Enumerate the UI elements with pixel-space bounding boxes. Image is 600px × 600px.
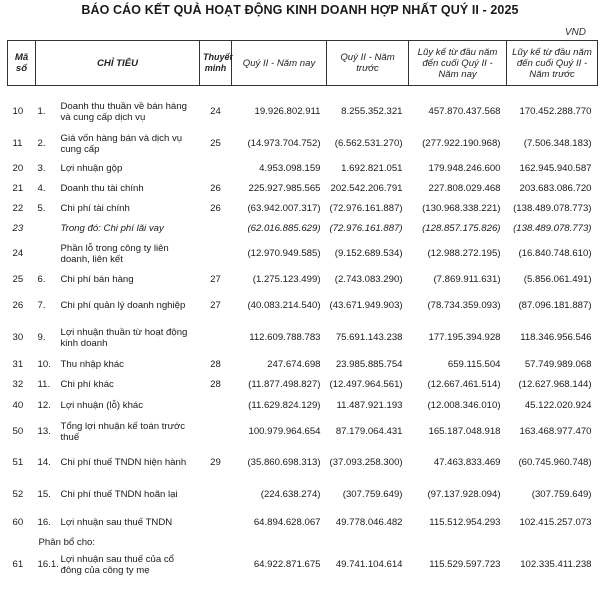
header-code: Mã số bbox=[8, 41, 36, 86]
row-q2-last-year: 8.255.352.321 bbox=[341, 106, 403, 118]
table-row bbox=[8, 355, 598, 375]
row-note: 27 bbox=[210, 274, 221, 286]
report-title: BÁO CÁO KẾT QUẢ HOẠT ĐỘNG KINH DOANH HỢP NHẤT QUÝ II - 2025 bbox=[81, 3, 519, 17]
row-q2-last-year: 87.179.064.431 bbox=[335, 426, 403, 438]
row-note: 27 bbox=[210, 300, 221, 312]
table-row bbox=[8, 159, 598, 179]
row-ytd-this-year: (277.922.190.968) bbox=[422, 138, 501, 150]
row-number: 16. bbox=[37, 517, 51, 529]
allocation-q2-last-year: 49.741.104.614 bbox=[335, 559, 403, 571]
row-code: 11 bbox=[12, 138, 23, 150]
row-q2-last-year: 11.487.921.193 bbox=[336, 400, 403, 412]
row-item-name: Chi phí tài chính bbox=[60, 203, 130, 215]
row-number: 15. bbox=[37, 489, 51, 501]
row-q2-last-year: 49.778.046.482 bbox=[335, 517, 403, 529]
row-item-name: Doanh thu thuần về bán hàng và cung cấp dịch vụ bbox=[60, 100, 187, 123]
row-note: 26 bbox=[210, 203, 221, 215]
row-item-name: Lợi nhuận gộp bbox=[60, 163, 123, 175]
row-number: 12. bbox=[37, 400, 51, 412]
row-code: 51 bbox=[12, 457, 24, 469]
row-ytd-last-year: (138.489.078.773) bbox=[513, 203, 592, 215]
table-row bbox=[8, 239, 598, 269]
header-note: Thuyết minh bbox=[200, 41, 232, 86]
row-ytd-last-year: 203.683.086.720 bbox=[519, 183, 592, 195]
table-row bbox=[8, 479, 598, 511]
allocation-code: 61 bbox=[12, 559, 24, 571]
row-q2-this-year: (11.629.824.129) bbox=[248, 400, 321, 412]
header-q2-this-year: Quý II - Năm nay bbox=[232, 41, 327, 86]
table-row bbox=[8, 129, 598, 159]
row-note bbox=[200, 511, 232, 535]
row-note: 26 bbox=[210, 183, 221, 195]
allocation-row bbox=[8, 551, 598, 579]
row-q2-this-year: (1.275.123.499) bbox=[252, 274, 321, 286]
table-header-row bbox=[8, 41, 598, 86]
row-note: 24 bbox=[210, 106, 221, 118]
row-item-name: Chi phí thuế TNDN hiện hành bbox=[60, 457, 187, 469]
row-number bbox=[36, 219, 58, 239]
table-row bbox=[8, 321, 598, 355]
row-item-name: Phần lỗ trong công ty liên doanh, liên kết bbox=[60, 242, 169, 265]
row-q2-this-year: (40.083.214.540) bbox=[247, 300, 321, 312]
row-ytd-this-year: 177.195.394.928 bbox=[428, 332, 501, 344]
row-code: 22 bbox=[12, 203, 24, 215]
row-item-name: Doanh thu tài chính bbox=[60, 183, 144, 195]
row-q2-this-year: (12.970.949.585) bbox=[247, 248, 321, 260]
row-ytd-this-year: (97.137.928.094) bbox=[427, 489, 501, 501]
allocation-item-name: Lợi nhuận sau thuế của cổ đông của công ty mẹ bbox=[60, 553, 175, 576]
row-note: 28 bbox=[210, 359, 221, 371]
row-q2-this-year: 64.894.628.067 bbox=[253, 517, 321, 529]
row-note bbox=[200, 239, 232, 269]
row-code: 40 bbox=[12, 400, 24, 412]
allocation-ytd-this-year: 115.529.597.723 bbox=[429, 559, 501, 571]
table-row bbox=[8, 417, 598, 447]
row-item-name: Chi phí bán hàng bbox=[60, 274, 134, 286]
allocation-label: Phân bổ cho: bbox=[38, 537, 96, 549]
row-item-name: Chi phí thuế TNDN hoãn lại bbox=[60, 489, 178, 501]
row-code: 60 bbox=[12, 517, 24, 529]
row-ytd-this-year: (130.968.338.221) bbox=[422, 203, 501, 215]
row-note bbox=[200, 219, 232, 239]
row-code: 25 bbox=[12, 274, 24, 286]
row-code: 24 bbox=[12, 248, 24, 260]
row-number: 14. bbox=[37, 457, 51, 469]
row-code: 23 bbox=[12, 223, 24, 235]
row-q2-this-year: (224.638.274) bbox=[260, 489, 321, 501]
row-code: 10 bbox=[12, 106, 24, 118]
row-q2-last-year: 202.542.206.791 bbox=[330, 183, 403, 195]
row-ytd-this-year: 227.808.029.468 bbox=[428, 183, 501, 195]
row-q2-last-year: (2.743.083.290) bbox=[334, 274, 403, 286]
row-ytd-this-year: (78.734.359.093) bbox=[427, 300, 501, 312]
row-ytd-last-year: 163.468.977.470 bbox=[519, 426, 592, 438]
row-item-name: Trong đó: Chi phí lãi vay bbox=[60, 223, 164, 235]
row-ytd-this-year: 659.115.504 bbox=[447, 359, 501, 371]
row-item-name: Tổng lợi nhuận kế toán trước thuế bbox=[60, 420, 186, 443]
row-number: 4. bbox=[37, 183, 46, 195]
row-number: 2. bbox=[37, 138, 46, 150]
row-ytd-last-year: (138.489.078.773) bbox=[513, 223, 592, 235]
row-number: 7. bbox=[37, 300, 46, 312]
row-code: 31 bbox=[12, 359, 24, 371]
allocation-label-row bbox=[8, 535, 598, 551]
row-ytd-last-year: 102.415.257.073 bbox=[519, 517, 592, 529]
row-q2-last-year: (37.093.258.300) bbox=[329, 457, 403, 469]
table-row bbox=[8, 179, 598, 199]
row-ytd-this-year: (7.869.911.631) bbox=[433, 274, 501, 286]
row-note bbox=[200, 395, 232, 417]
row-number: 1. bbox=[37, 106, 46, 118]
allocation-ytd-last-year: 102.335.411.238 bbox=[520, 559, 592, 571]
row-number: 9. bbox=[37, 332, 46, 344]
row-item-name: Thu nhập khác bbox=[60, 359, 124, 371]
row-q2-last-year: (72.976.161.887) bbox=[329, 223, 403, 235]
row-code: 32 bbox=[12, 379, 24, 391]
table-row bbox=[8, 395, 598, 417]
row-code: 20 bbox=[12, 163, 24, 175]
row-code: 50 bbox=[12, 426, 24, 438]
row-item-name: Lợi nhuận (lỗ) khác bbox=[60, 400, 144, 412]
row-ytd-this-year: 165.187.048.918 bbox=[428, 426, 501, 438]
row-ytd-last-year: 118.346.956.546 bbox=[520, 332, 592, 344]
row-number: 5. bbox=[37, 203, 46, 215]
row-q2-this-year: 112.609.788.783 bbox=[249, 332, 321, 344]
row-number: 11. bbox=[37, 379, 51, 391]
table-row bbox=[8, 447, 598, 479]
row-ytd-last-year: 162.945.940.587 bbox=[519, 163, 592, 175]
row-note: 29 bbox=[210, 457, 221, 469]
row-q2-last-year: (72.976.161.887) bbox=[329, 203, 403, 215]
row-ytd-this-year: 457.870.437.568 bbox=[428, 106, 501, 118]
row-code: 52 bbox=[12, 489, 24, 501]
row-q2-this-year: 4.953.098.159 bbox=[259, 163, 321, 175]
row-ytd-last-year: (307.759.649) bbox=[531, 489, 592, 501]
row-number: 6. bbox=[37, 274, 46, 286]
header-ytd-this-year: Lũy kế từ đầu năm đến cuối Quý II - Năm nay bbox=[409, 41, 507, 86]
row-q2-this-year: (63.942.007.317) bbox=[247, 203, 321, 215]
row-item-name: Lợi nhuận thuần từ hoạt động kinh doanh bbox=[60, 326, 188, 349]
row-ytd-last-year: 170.452.288.770 bbox=[519, 106, 592, 118]
row-q2-this-year: 247.674.698 bbox=[267, 359, 321, 371]
row-ytd-this-year: 115.512.954.293 bbox=[429, 517, 501, 529]
row-item-name: Giá vốn hàng bán và dịch vụ cung cấp bbox=[60, 132, 183, 155]
currency-unit: VND bbox=[564, 27, 586, 38]
row-code: 30 bbox=[12, 332, 24, 344]
row-ytd-last-year: (7.506.348.183) bbox=[523, 138, 592, 150]
allocation-code-empty bbox=[8, 535, 36, 551]
row-ytd-last-year: (5.856.061.491) bbox=[523, 274, 592, 286]
row-note bbox=[200, 479, 232, 511]
row-ytd-this-year: (12.988.272.195) bbox=[427, 248, 501, 260]
row-ytd-last-year: (12.627.968.144) bbox=[518, 379, 592, 391]
row-ytd-last-year: (60.745.960.748) bbox=[518, 457, 592, 469]
row-q2-this-year: 100.979.964.654 bbox=[248, 426, 321, 438]
row-q2-this-year: (14.973.704.752) bbox=[247, 138, 321, 150]
row-note: 28 bbox=[210, 379, 221, 391]
row-note bbox=[200, 159, 232, 179]
row-q2-this-year: 225.927.985.565 bbox=[248, 183, 321, 195]
row-q2-last-year: 1.692.821.051 bbox=[341, 163, 403, 175]
row-code: 21 bbox=[12, 183, 24, 195]
row-ytd-last-year: (16.840.748.610) bbox=[518, 248, 592, 260]
row-number: 10. bbox=[37, 359, 51, 371]
row-ytd-this-year: (12.008.346.010) bbox=[427, 400, 501, 412]
income-statement-table bbox=[7, 40, 598, 579]
row-item-name: Chi phí quản lý doanh nghiệp bbox=[60, 300, 186, 312]
row-q2-last-year: (12.497.964.561) bbox=[329, 379, 403, 391]
allocation-note bbox=[200, 551, 232, 579]
row-q2-last-year: (307.759.649) bbox=[342, 489, 403, 501]
header-q2-last-year: Quý II - Năm trước bbox=[327, 41, 409, 86]
row-ytd-this-year: (12.667.461.514) bbox=[427, 379, 501, 391]
table-row bbox=[8, 291, 598, 321]
row-item-name: Lợi nhuận sau thuế TNDN bbox=[60, 517, 173, 529]
spacer-row bbox=[8, 86, 598, 96]
row-ytd-this-year: 47.463.833.469 bbox=[433, 457, 501, 469]
row-ytd-last-year: (87.096.181.887) bbox=[518, 300, 592, 312]
table-row bbox=[8, 511, 598, 535]
row-q2-last-year: 75.691.143.238 bbox=[335, 332, 403, 344]
table-row bbox=[8, 95, 598, 129]
row-note: 25 bbox=[210, 138, 221, 150]
row-q2-last-year: (9.152.689.534) bbox=[334, 248, 403, 260]
table-body bbox=[8, 86, 598, 580]
header-item: CHỈ TIÊU bbox=[36, 41, 200, 86]
row-number bbox=[36, 239, 58, 269]
row-ytd-this-year: 179.948.246.600 bbox=[428, 163, 501, 175]
row-q2-this-year: 19.926.802.911 bbox=[254, 106, 321, 118]
row-q2-last-year: (43.671.949.903) bbox=[329, 300, 403, 312]
row-note bbox=[200, 417, 232, 447]
header-ytd-last-year: Lũy kế từ đầu năm đến cuối Quý II - Năm trước bbox=[507, 41, 598, 86]
row-q2-last-year: 23.985.885.754 bbox=[335, 359, 403, 371]
row-ytd-this-year: (128.857.175.826) bbox=[422, 223, 501, 235]
row-item-name: Chi phí khác bbox=[60, 379, 114, 391]
row-code: 26 bbox=[12, 300, 24, 312]
allocation-number: 16.1. bbox=[37, 559, 59, 571]
row-number: 3. bbox=[37, 163, 46, 175]
table-row bbox=[8, 269, 598, 291]
allocation-q2-this-year: 64.922.871.675 bbox=[253, 559, 321, 571]
row-q2-last-year: (6.562.531.270) bbox=[334, 138, 403, 150]
row-note bbox=[200, 321, 232, 355]
table-row bbox=[8, 199, 598, 219]
row-q2-this-year: (11.877.498.827) bbox=[248, 379, 321, 391]
row-q2-this-year: (62.016.885.629) bbox=[247, 223, 321, 235]
row-number: 13. bbox=[37, 426, 51, 438]
table-row bbox=[8, 375, 598, 395]
row-q2-this-year: (35.860.698.313) bbox=[247, 457, 321, 469]
row-ytd-last-year: 45.122.020.924 bbox=[524, 400, 592, 412]
row-ytd-last-year: 57.749.989.068 bbox=[524, 359, 592, 371]
table-row bbox=[8, 219, 598, 239]
